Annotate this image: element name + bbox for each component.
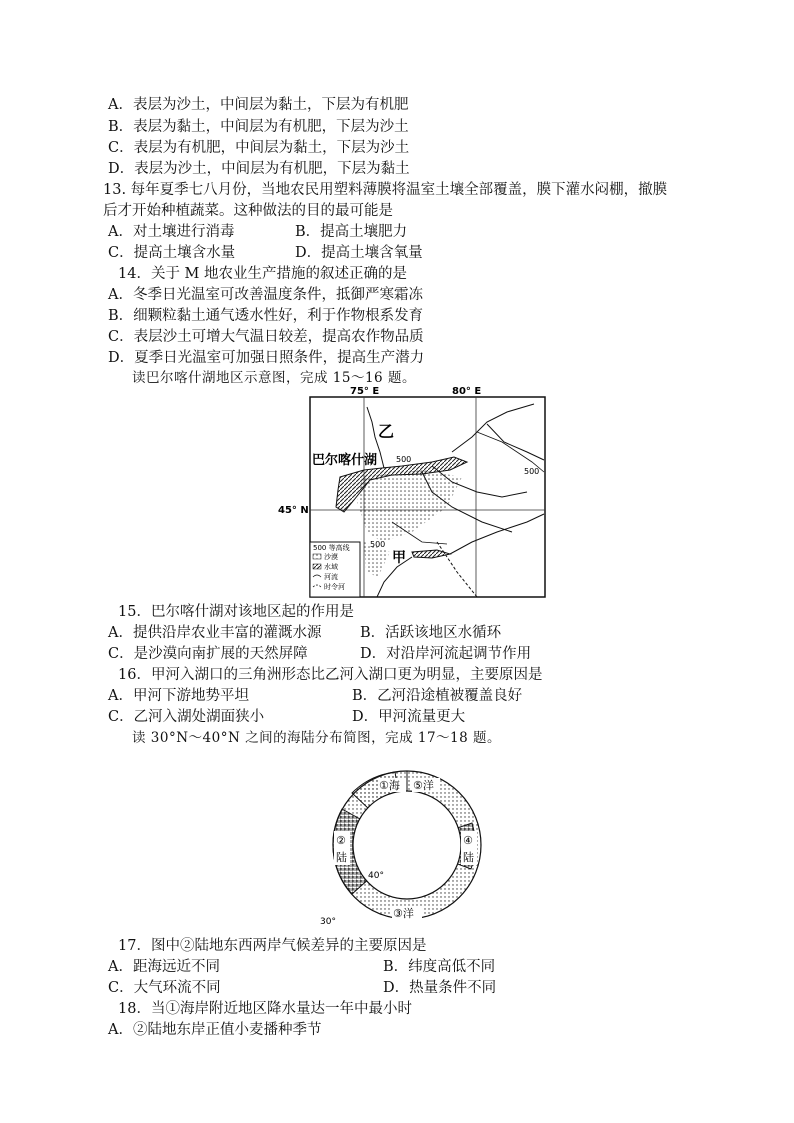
q16-option-c: C．乙河入湖处湖面狭小 — [108, 709, 265, 725]
q17-option-c: C．大气环流不同 — [108, 980, 221, 996]
q17-stem: 17．图中②陆地东西两岸气候差异的主要原因是 — [118, 938, 427, 954]
ring-label-2a: ② — [336, 834, 346, 847]
ring-lat-30: 30° — [320, 917, 336, 927]
label-yi: 乙 — [378, 422, 395, 441]
legend-water: 水域 — [324, 563, 338, 571]
q16-stem: 16．甲河入湖口的三角洲形态比乙河入湖口更为明显，主要原因是 — [118, 667, 543, 683]
intro-15-16: 读巴尔喀什湖地区示意图，完成 15～16 题。 — [132, 370, 416, 386]
contour-label-2: 500 — [524, 467, 540, 476]
ring-label-5: ⑤洋 — [413, 779, 434, 792]
ring-lat-40: 40° — [368, 871, 384, 881]
q12-option-c: C．表层为有机肥，中间层为黏土，下层为沙土 — [108, 140, 410, 156]
q15-option-d: D．对沿岸河流起调节作用 — [360, 646, 532, 662]
q15-stem: 15．巴尔喀什湖对该地区起的作用是 — [118, 604, 354, 620]
q14-stem: 14．关于 M 地农业生产措施的叙述正确的是 — [118, 266, 408, 282]
q15-option-a: A．提供沿岸农业丰富的灌溉水源 — [108, 625, 322, 641]
q12-option-b: B．表层为黏土，中间层为有机肥，下层为沙土 — [108, 119, 409, 135]
q15-option-c: C．是沙漠向南扩展的天然屏障 — [108, 646, 308, 662]
q13-option-d: D．提高土壤含氧量 — [295, 245, 423, 261]
q13-option-b: B．提高土壤肥力 — [295, 224, 408, 240]
land-sea-ring-diagram — [320, 768, 490, 930]
legend-seasonal-river: 时令河 — [324, 583, 345, 591]
q13-option-c: C．提高土壤含水量 — [108, 245, 236, 261]
q12-option-d: D．表层为沙土，中间层为有机肥，下层为黏土 — [108, 161, 410, 177]
contour-label-1: 500 — [396, 455, 412, 464]
q14-option-c: C．表层沙土可增大气温日较差，提高农作物品质 — [108, 329, 424, 345]
lon-80: 80° E — [452, 386, 482, 397]
ring-label-2b: 陆 — [336, 851, 347, 864]
lon-75: 75° E — [350, 386, 380, 397]
contour-label-3: 500 — [370, 540, 386, 549]
lat-45: 45° N — [278, 505, 309, 516]
ring-label-4b: 陆 — [463, 851, 474, 864]
ring-label-4a: ④ — [463, 834, 473, 847]
legend-contour: 500 等高线 — [313, 544, 350, 552]
q18-option-a: A．②陆地东岸正值小麦播种季节 — [108, 1022, 322, 1038]
q16-option-d: D．甲河流量更大 — [352, 709, 466, 725]
q17-option-b: B．纬度高低不同 — [383, 959, 496, 975]
q14-option-b: B．细颗粒黏土通气透水性好，利于作物根系发育 — [108, 308, 424, 324]
q13-stem-line2: 后才开始种植蔬菜。这种做法的目的最可能是 — [103, 203, 393, 219]
q13-stem-line1: 13. 每年夏季七八月份，当地农民用塑料薄膜将温室土壤全部覆盖，膜下灌水闷棚，撤膜 — [103, 182, 668, 198]
label-jia: 甲 — [392, 550, 406, 566]
q17-option-a: A．距海远近不同 — [108, 959, 220, 975]
q16-option-b: B．乙河沿途植被覆盖良好 — [352, 688, 523, 704]
lake-label: 巴尔喀什湖 — [312, 453, 378, 468]
q15-option-b: B．活跃该地区水循环 — [360, 625, 502, 641]
balkhash-map — [272, 382, 552, 600]
ring-label-3: ③洋 — [393, 907, 414, 920]
q14-option-d: D．夏季日光温室可加强日照条件，提高生产潜力 — [108, 350, 425, 366]
q17-option-d: D．热量条件不同 — [383, 980, 497, 996]
q13-option-a: A．对土壤进行消毒 — [108, 224, 235, 240]
ring-label-1: ①海 — [379, 779, 400, 792]
legend-river: 河流 — [324, 573, 338, 581]
q14-option-a: A．冬季日光温室可改善温度条件，抵御严寒霜冻 — [108, 287, 423, 303]
q12-option-a: A．表层为沙土，中间层为黏土，下层为有机肥 — [108, 97, 409, 113]
q18-stem: 18．当①海岸附近地区降水量达一年中最小时 — [118, 1001, 412, 1017]
intro-17-18: 读 30°N～40°N 之间的海陆分布简图，完成 17～18 题。 — [132, 730, 502, 746]
q16-option-a: A．甲河下游地势平坦 — [108, 688, 249, 704]
legend-desert: 沙漠 — [324, 553, 338, 561]
